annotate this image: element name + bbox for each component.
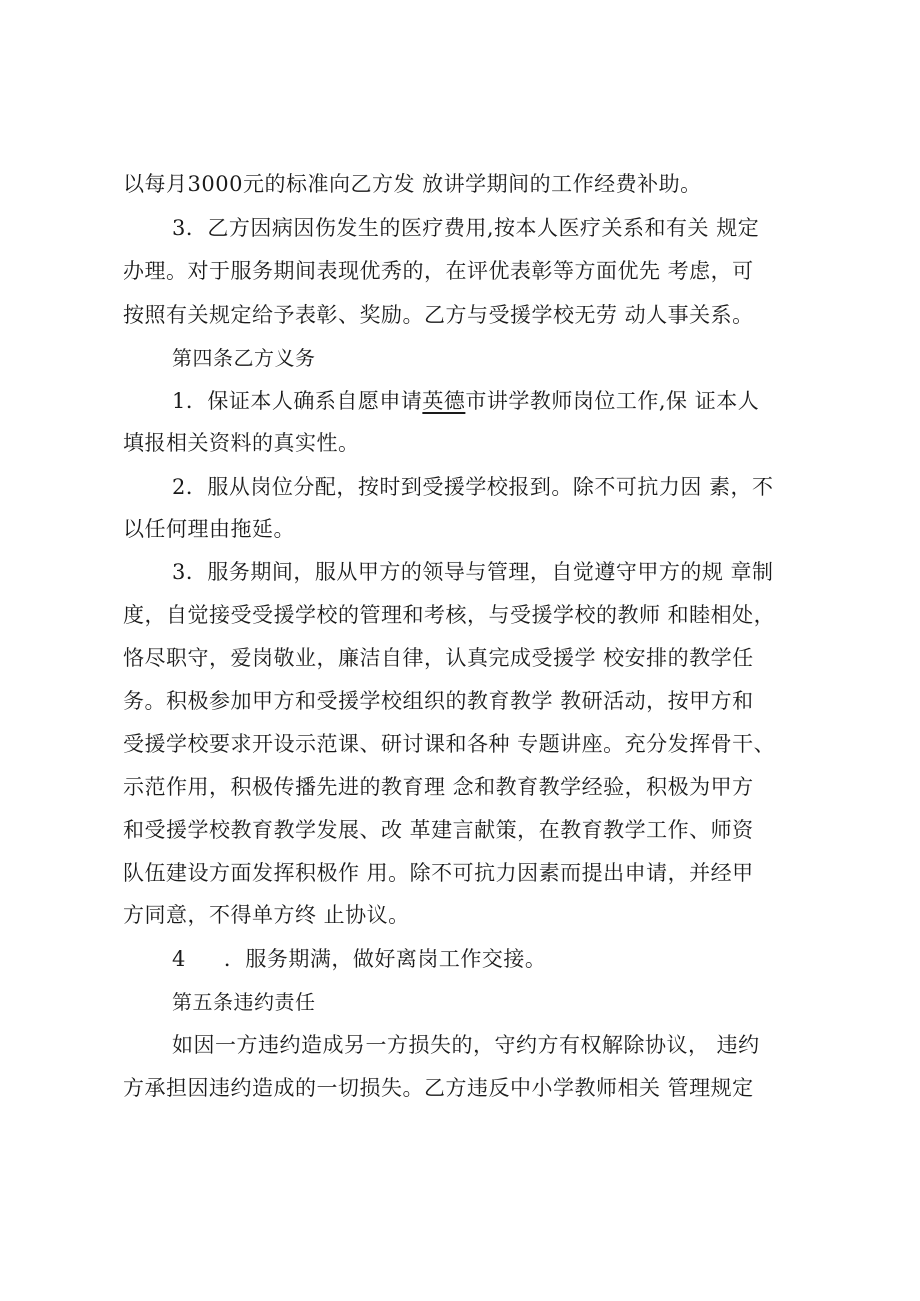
section-heading: 第五条违约责任	[172, 990, 316, 1014]
paragraph-line: 以每月3000元的标准向乙方发 放讲学期间的工作经费补助。	[123, 172, 702, 196]
list-number: 4	[172, 947, 186, 971]
paragraph-line: 方同意，不得单方终 止协议。	[123, 903, 410, 927]
section-heading: 第四条乙方义务	[172, 346, 316, 370]
paragraph-line: 2．服从岗位分配，按时到受援学校报到。除不可抗力因 素，不	[172, 475, 774, 499]
paragraph-line: 受援学校要求开设示范课、研讨课和各种 专题讲座。充分发挥骨干、	[123, 732, 776, 756]
line-text: ．服务期满，做好离岗工作交接。	[223, 947, 547, 971]
paragraph-line: 办理。对于服务期间表现优秀的，在评优表彰等方面优先 考虑，可	[123, 259, 754, 283]
paragraph-line: 以任何理由拖延。	[123, 517, 295, 541]
paragraph-line: 务。积极参加甲方和受援学校组织的教育教学 教研活动，按甲方和	[123, 689, 754, 713]
paragraph-line: 度，自觉接受受援学校的管理和考核，与受援学校的教师 和睦相处，	[123, 603, 776, 627]
line-text: 1．保证本人确系自愿申请	[172, 389, 423, 413]
paragraph-line: 和受援学校教育教学发展、改 革建言献策，在教育教学工作、师资	[123, 818, 754, 842]
paragraph-line	[172, 386, 759, 416]
paragraph-line	[172, 944, 546, 974]
paragraph-line: 填报相关资料的真实性。	[123, 431, 360, 455]
paragraph-line: 3．乙方因病因伤发生的医疗费用,按本人医疗关系和有关 规定	[172, 216, 760, 240]
paragraph-line: 如因一方违约造成另一方损失的，守约方有权解除协议， 违约	[172, 1033, 760, 1057]
paragraph-line: 示范作用，积极传播先进的教育理 念和教育教学经验，积极为甲方	[123, 775, 754, 799]
underlined-place-name: 英德	[422, 389, 466, 413]
paragraph-line: 队伍建设方面发挥积极作 用。除不可抗力因素而提出申请，并经甲	[123, 861, 754, 885]
paragraph-line: 方承担因违约造成的一切损失。乙方违反中小学教师相关 管理规定	[123, 1076, 754, 1100]
line-text: 市讲学教师岗位工作,保 证本人	[465, 389, 760, 413]
paragraph-line: 恪尽职守，爱岗敬业，廉洁自律，认真完成受援学 校安排的教学任	[123, 646, 754, 670]
paragraph-line: 按照有关规定给予表彰、奖励。乙方与受援学校无劳 动人事关系。	[123, 303, 754, 327]
paragraph-line: 3．服务期间，服从甲方的领导与管理，自觉遵守甲方的规 章制	[172, 560, 774, 584]
